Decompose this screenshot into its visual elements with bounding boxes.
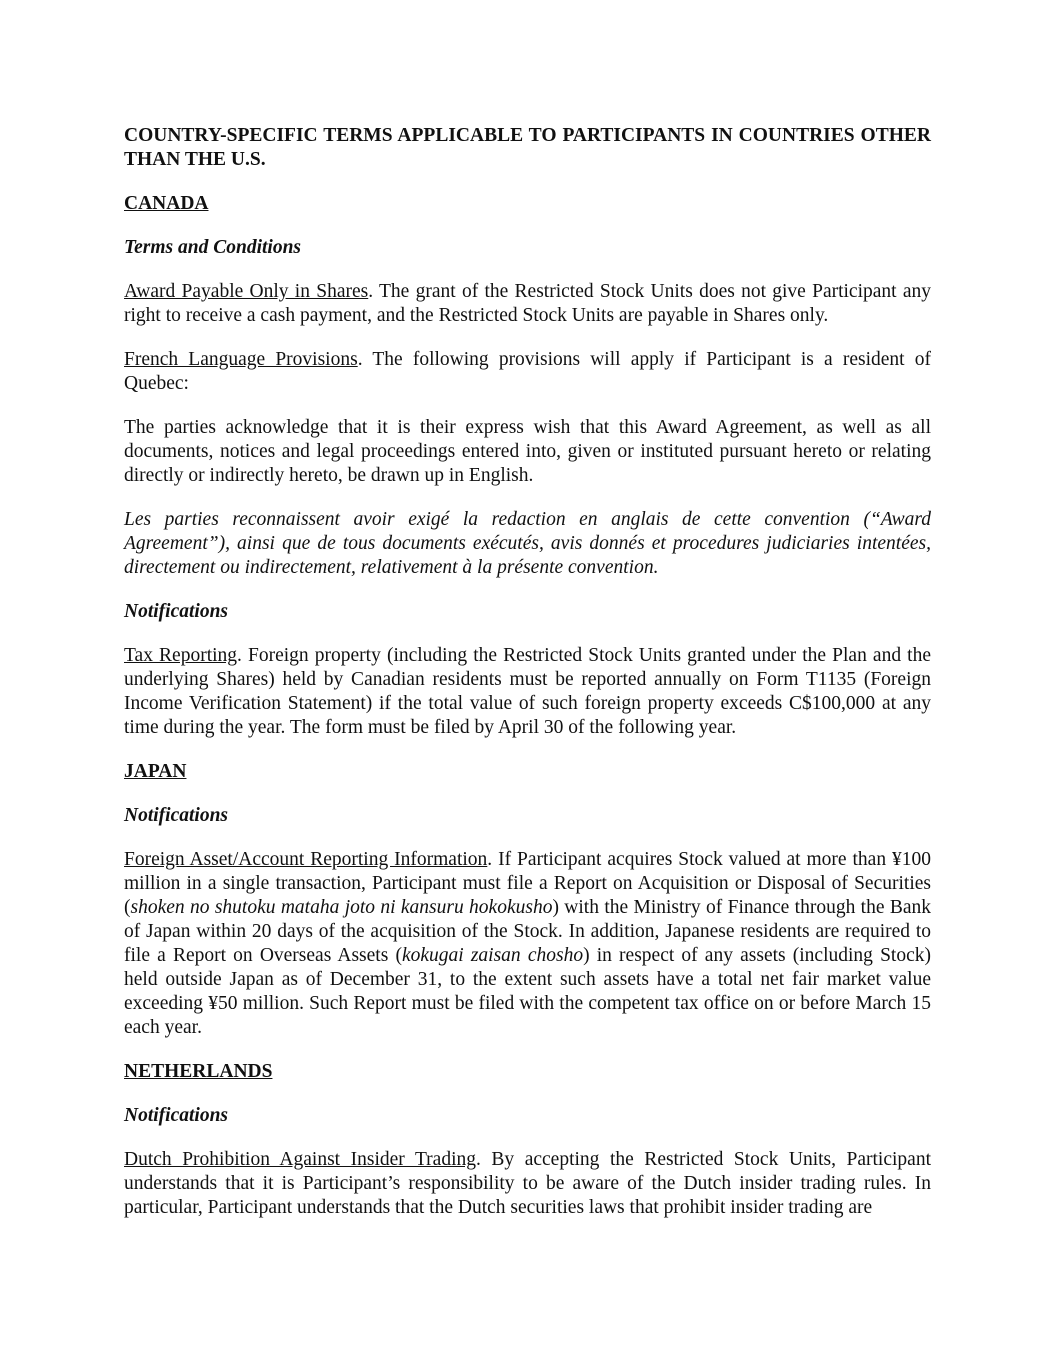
netherlands-heading: NETHERLANDS bbox=[124, 1061, 273, 1082]
japan-notifications-heading: Notifications bbox=[124, 805, 229, 826]
netherlands-notifications-heading: Notifications bbox=[124, 1105, 229, 1126]
award-payable-text: . The grant of the Restricted Stock Units does not give Participant any right to receive a cash payment, and the Restricted Stock Units are payable in Shares only. bbox=[124, 281, 932, 326]
insider-trading-label: Dutch Prohibition Against Insider Trading bbox=[124, 1149, 476, 1170]
foreign-asset-term-2: kokugai zaisan chosho bbox=[401, 945, 584, 966]
french-provisions-text: . The following provisions will apply if Participant is a resident of Quebec: bbox=[124, 349, 931, 394]
foreign-asset-text-1: . If Participant acquires Stock valued at more than ¥100 million in a single transaction, Participant must file a Report on Acquisition or Disposal of Securities ( bbox=[124, 849, 931, 918]
canada-terms-heading: Terms and Conditions bbox=[124, 237, 302, 258]
canada-french-paragraph bbox=[124, 348, 931, 396]
french-provisions-label: French Language Provisions bbox=[124, 349, 358, 370]
canada-heading: CANADA bbox=[124, 193, 209, 214]
document-title: COUNTRY-SPECIFIC TERMS APPLICABLE TO PARTICIPANTS IN COUNTRIES OTHER THAN THE U.S. bbox=[124, 125, 931, 170]
japan-asset-paragraph bbox=[124, 848, 931, 1040]
award-payable-label: Award Payable Only in Shares bbox=[124, 281, 369, 302]
foreign-asset-label: Foreign Asset/Account Reporting Information bbox=[124, 849, 488, 870]
netherlands-insider-paragraph bbox=[124, 1148, 931, 1220]
canada-tax-paragraph bbox=[124, 644, 931, 740]
tax-reporting-text: . Foreign property (including the Restricted Stock Units granted under the Plan and the underlying Shares) held by Canadian residents must be reported annually on Form T1135 (Foreign Income Verification Statement) if the total value of such foreign property exceeds C$100,000 at any time during the year. The form must be filed by April 30 of the following year. bbox=[124, 645, 931, 738]
english-clause: The parties acknowledge that it is their express wish that this Award Agreement, as well as all documents, notices and legal proceedings entered into, given or instituted pursuant hereto or relating directly or indirectly hereto, be drawn up in English. bbox=[124, 417, 931, 486]
foreign-asset-text-2: ) with the Ministry of Finance through the Bank of Japan within 20 days of the acquisition of the Stock. In addition, Japanese residents are required to file a Report on Overseas Assets ( bbox=[124, 897, 932, 966]
french-clause: Les parties reconnaissent avoir exigé la redaction en anglais de cette convention (“Award Agreement”), ainsi que de tous documents exécutés, avis donnés et procedures judiciaries intentées, directement ou indirectement, relativement à la présente convention. bbox=[124, 509, 931, 578]
canada-award-paragraph bbox=[124, 280, 931, 328]
tax-reporting-label: Tax Reporting bbox=[124, 645, 238, 666]
insider-trading-text: . By accepting the Restricted Stock Units, Participant understands that it is Participant’s responsibility to be aware of the Dutch insider trading rules. In particular, Participant understands that the Dutch securities laws that prohibit insider trading are bbox=[124, 1149, 931, 1218]
foreign-asset-text-3: ) in respect of any assets (including Stock) held outside Japan as of December 31, to the extent such assets have a total net fair market value exceeding ¥50 million. Such Report must be filed with the competent tax office on or before March 15 each year. bbox=[124, 945, 931, 1038]
document-page bbox=[124, 124, 931, 1220]
canada-notifications-heading: Notifications bbox=[124, 601, 229, 622]
japan-heading: JAPAN bbox=[124, 761, 187, 782]
foreign-asset-term-1: shoken no shutoku mataha joto ni kansuru hokokusho bbox=[130, 897, 553, 918]
